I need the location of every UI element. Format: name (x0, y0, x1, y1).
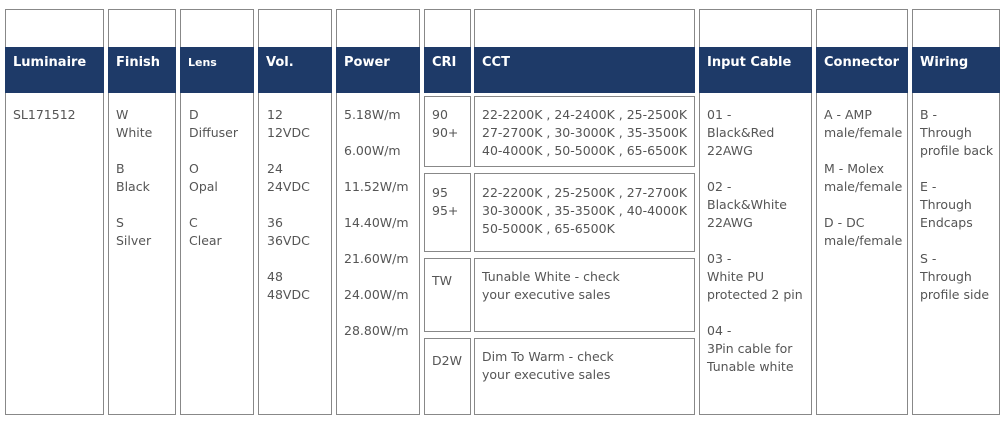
lens-list (189, 106, 238, 250)
connector-line: A - AMP (824, 107, 872, 122)
input-cable-line: 22AWG (707, 215, 753, 230)
cri-value: TW (432, 273, 452, 288)
wiring-line: Endcaps (920, 215, 973, 230)
header-cri: CRI (424, 47, 471, 93)
header-input-cable: Input Cable (699, 47, 812, 93)
finish-code: B (116, 161, 125, 176)
input-cable-line: Black&White (707, 197, 787, 212)
cri-box-4 (424, 338, 471, 415)
connector-line: male/female (824, 179, 903, 194)
finish-code: S (116, 215, 124, 230)
cct-line: 22-2200K , 24-2400K , 25-2500K (482, 107, 688, 122)
wiring-line: Through (920, 125, 972, 140)
cct-line: Dim To Warm - check (482, 349, 614, 364)
wiring-list (920, 106, 993, 304)
power-value: 24.00W/m (344, 287, 409, 302)
header-finish: Finish (108, 47, 176, 93)
cct-line: 40-4000K , 50-5000K , 65-6500K (482, 143, 688, 158)
power-list (344, 106, 409, 340)
finish-name: Black (116, 179, 150, 194)
power-value: 28.80W/m (344, 323, 409, 338)
input-cable-line: Black&Red (707, 125, 775, 140)
vol-name: 48VDC (267, 287, 310, 302)
wiring-line: B - (920, 107, 938, 122)
power-value: 11.52W/m (344, 179, 409, 194)
header-cct: CCT (474, 47, 695, 93)
cri-value: 90+ (432, 125, 459, 140)
vol-name: 12VDC (267, 125, 310, 140)
cct-group-3 (482, 268, 620, 304)
cct-line: your executive sales (482, 287, 611, 302)
cct-line: your executive sales (482, 367, 611, 382)
header-luminaire: Luminaire (5, 47, 104, 93)
cri-group-2 (432, 184, 458, 220)
cri-value: D2W (432, 353, 462, 368)
input-cable-line: protected 2 pin (707, 287, 803, 302)
input-cable-line: 22AWG (707, 143, 753, 158)
lens-name: Clear (189, 233, 222, 248)
cri-value: 90 (432, 107, 448, 122)
input-cable-line: 02 - (707, 179, 732, 194)
header-wiring: Wiring (912, 47, 1000, 93)
cri-value: 95+ (432, 203, 459, 218)
cri-group-3 (432, 272, 452, 290)
cri-group-4 (432, 352, 462, 370)
input-cable-list (707, 106, 803, 376)
lens-name: Opal (189, 179, 218, 194)
cri-value: 95 (432, 185, 448, 200)
finish-name: Silver (116, 233, 152, 248)
finish-list (116, 106, 152, 250)
power-value: 21.60W/m (344, 251, 409, 266)
power-value: 6.00W/m (344, 143, 401, 158)
connector-line: M - Molex (824, 161, 885, 176)
cri-box-3 (424, 258, 471, 332)
input-cable-line: 03 - (707, 251, 732, 266)
vol-code: 24 (267, 161, 283, 176)
wiring-line: profile back (920, 143, 994, 158)
header-lens: Lens (180, 47, 254, 93)
cct-line: Tunable White - check (482, 269, 620, 284)
vol-name: 36VDC (267, 233, 310, 248)
vol-name: 24VDC (267, 179, 310, 194)
input-cable-line: 04 - (707, 323, 732, 338)
vol-code: 36 (267, 215, 283, 230)
finish-name: White (116, 125, 153, 140)
cct-group-1 (482, 106, 687, 160)
power-value: 5.18W/m (344, 107, 401, 122)
lens-code: D (189, 107, 199, 122)
input-cable-line: 3Pin cable for (707, 341, 793, 356)
cct-line: 50-5000K , 65-6500K (482, 221, 615, 236)
connector-line: male/female (824, 233, 903, 248)
wiring-line: profile side (920, 287, 990, 302)
lens-code: C (189, 215, 198, 230)
wiring-line: Through (920, 197, 972, 212)
header-connector: Connector (816, 47, 908, 93)
connector-line: male/female (824, 125, 903, 140)
connector-list (824, 106, 902, 250)
finish-code: W (116, 107, 129, 122)
power-value: 14.40W/m (344, 215, 409, 230)
wiring-line: S - (920, 251, 937, 266)
cct-line: 22-2200K , 25-2500K , 27-2700K (482, 185, 688, 200)
cri-group-1 (432, 106, 458, 142)
cct-line: 30-3000K , 35-3500K , 40-4000K (482, 203, 688, 218)
cct-group-2 (482, 184, 687, 238)
input-cable-line: 01 - (707, 107, 732, 122)
connector-line: D - DC (824, 215, 865, 230)
header-power: Power (336, 47, 420, 93)
input-cable-line: Tunable white (707, 359, 794, 374)
vol-code: 48 (267, 269, 283, 284)
lens-code: O (189, 161, 199, 176)
vol-code: 12 (267, 107, 283, 122)
cct-group-4 (482, 348, 614, 384)
input-cable-line: White PU (707, 269, 765, 284)
luminaire-model: SL171512 (13, 107, 76, 122)
header-vol: Vol. (258, 47, 332, 93)
cct-line: 27-2700K , 30-3000K , 35-3500K (482, 125, 688, 140)
wiring-line: Through (920, 269, 972, 284)
lens-name: Diffuser (189, 125, 238, 140)
vol-list (267, 106, 310, 304)
wiring-line: E - (920, 179, 937, 194)
